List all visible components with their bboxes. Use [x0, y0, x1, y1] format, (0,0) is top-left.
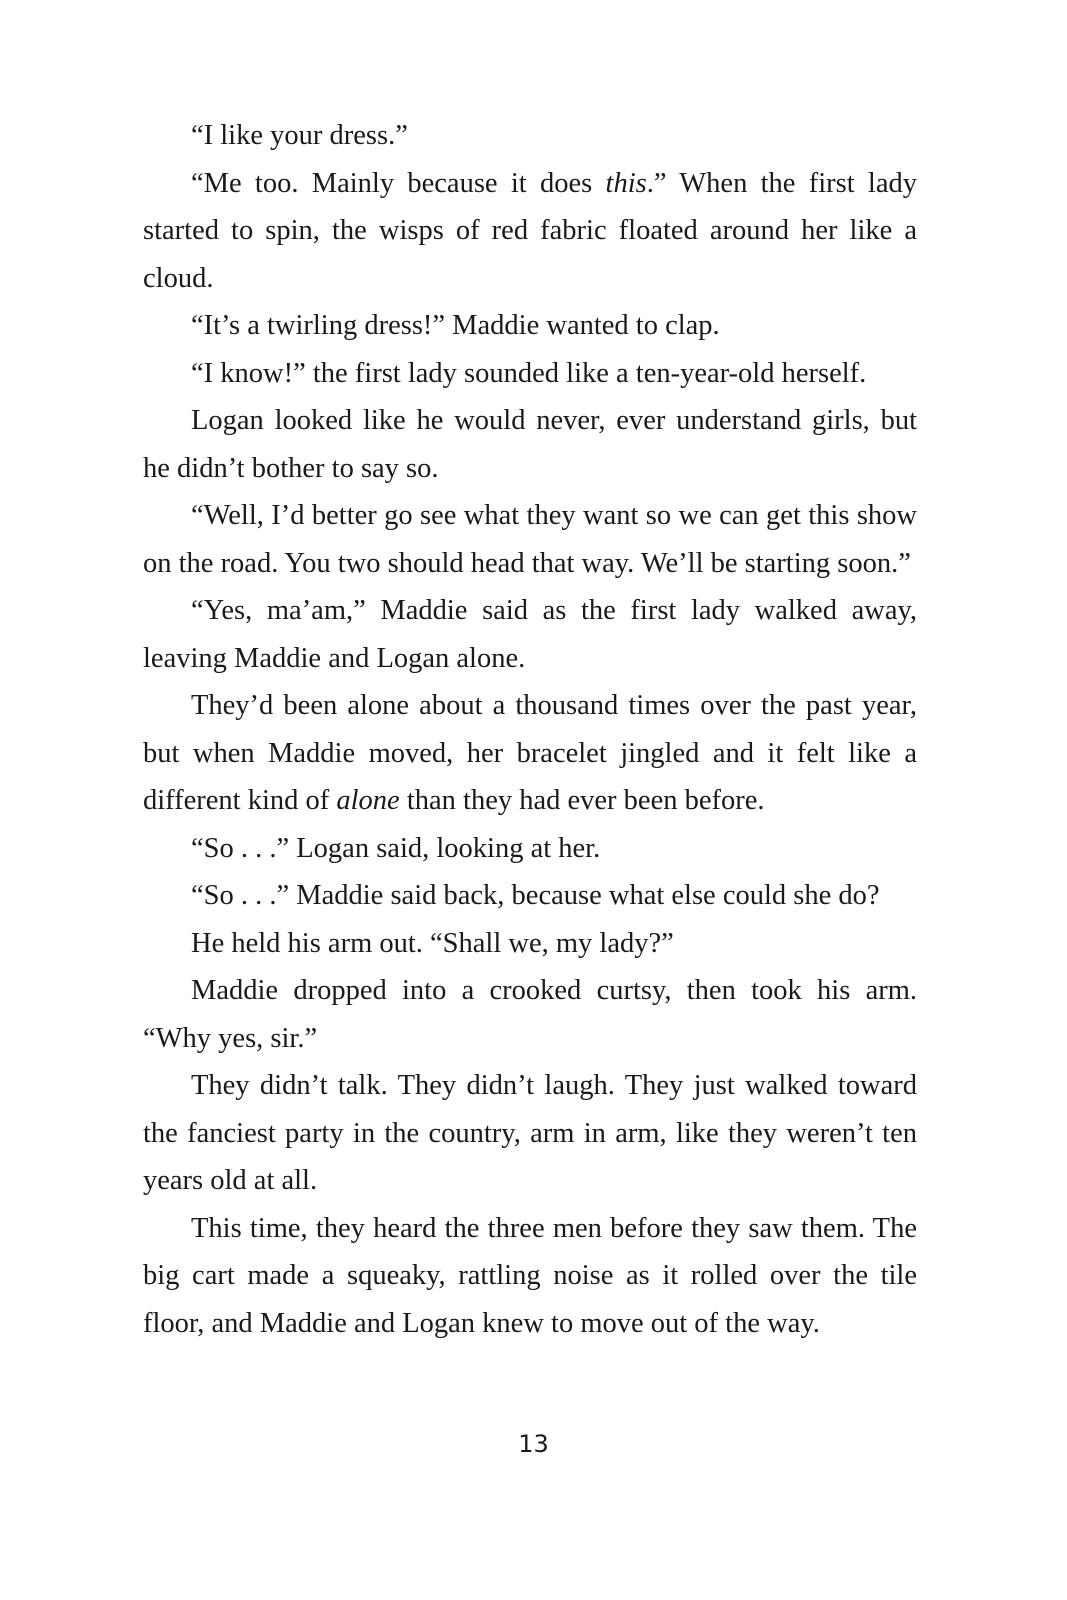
- paragraph: “I know!” the first lady sounded like a ten-year-old herself.: [191, 357, 867, 389]
- page-number: 13: [518, 1430, 549, 1458]
- paragraph: They’d been alone about a thousand times over the past year, but when Maddie moved, her bracelet jingled and it felt like a different kind of alone than they had ever been before.: [143, 690, 917, 816]
- paragraph: “Yes, ma’am,” Maddie said as the first lady walked away, leaving Maddie and Logan alone.: [143, 595, 917, 674]
- paragraph: “Well, I’d better go see what they want so we can get this show on the road. You two should head that way. We’ll be starting soon.”: [143, 500, 917, 579]
- italic-emphasis: alone: [336, 785, 400, 816]
- paragraph: “I like your dress.”: [191, 120, 408, 151]
- paragraph: They didn’t talk. They didn’t laugh. They just walked toward the fanciest party in the country, arm in arm, like they weren’t ten years old at all.: [143, 1070, 917, 1196]
- body-text: [143, 112, 917, 1347]
- paragraph: “So . . .” Logan said, looking at her.: [191, 832, 601, 864]
- paragraph: “It’s a twirling dress!” Maddie wanted to clap.: [191, 310, 720, 341]
- paragraph: He held his arm out. “Shall we, my lady?”: [191, 927, 674, 959]
- paragraph: Maddie dropped into a crooked curtsy, then took his arm. “Why yes, sir.”: [143, 975, 917, 1054]
- paragraph: Logan looked like he would never, ever understand girls, but he didn’t bother to say so.: [143, 405, 917, 484]
- paragraph: “Me too. Mainly because it does this.” When the first lady started to spin, the wisps of red fabric floated around her like a cloud.: [143, 167, 917, 294]
- paragraph: “So . . .” Maddie said back, because what else could she do?: [191, 880, 880, 911]
- italic-emphasis: this: [605, 167, 647, 199]
- paragraph: This time, they heard the three men before they saw them. The big cart made a squeaky, rattling noise as it rolled over the tile floor, and Maddie and Logan knew to move out of the way.: [143, 1212, 917, 1339]
